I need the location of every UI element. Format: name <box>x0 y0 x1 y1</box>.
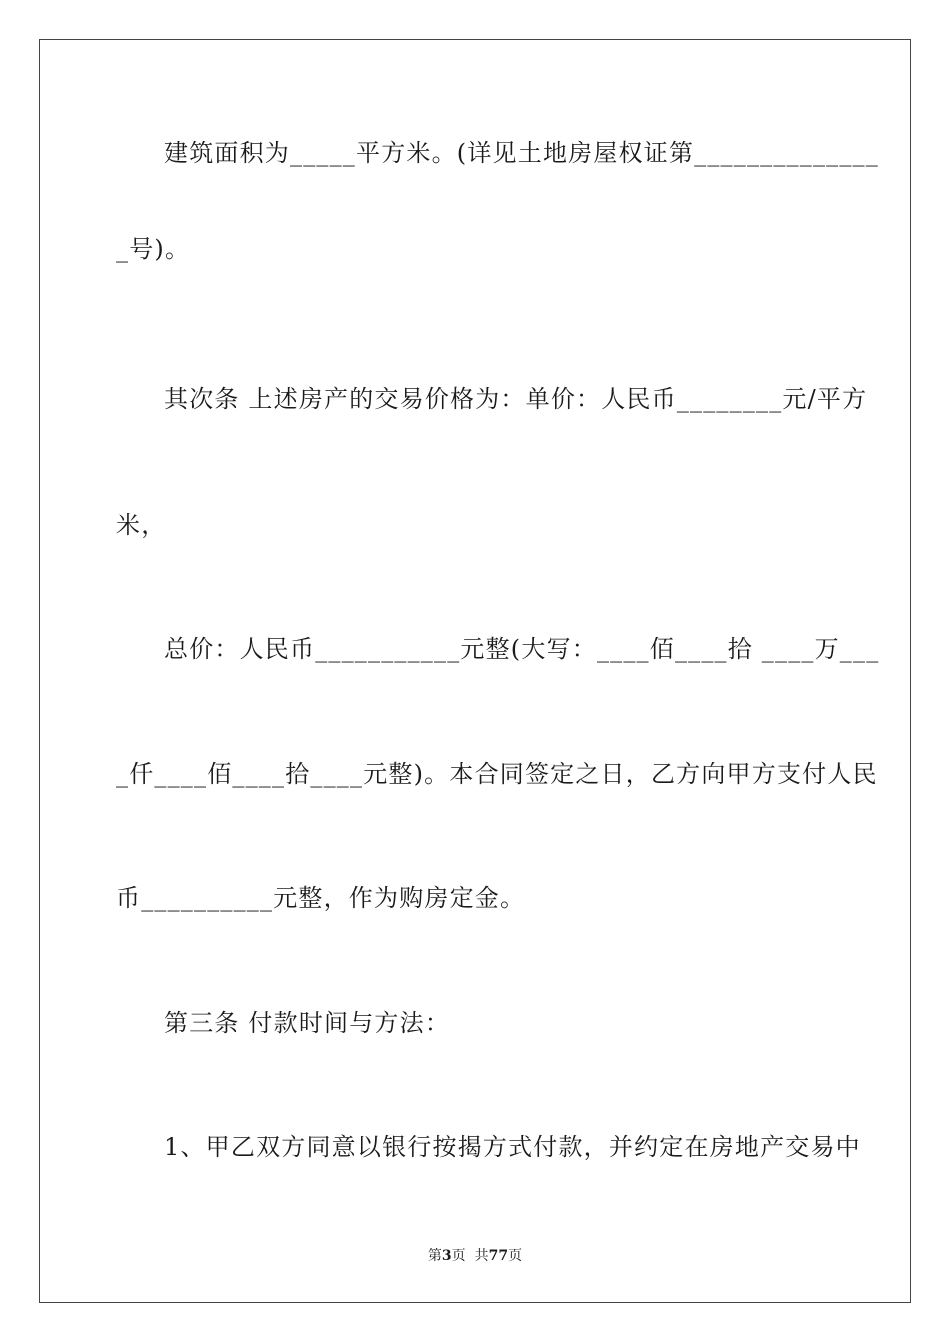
page-footer <box>0 1247 950 1265</box>
footer-prefix: 第 <box>427 1248 442 1264</box>
text-line: 币__________元整，作为购房定金。 <box>116 884 526 912</box>
text-line: 第三条 付款时间与方法： <box>164 1009 451 1037</box>
text-line: 总价：人民币___________元整(大写：____佰____拾 ____万___ <box>164 635 880 663</box>
current-page-number: 3 <box>441 1248 452 1264</box>
page-border <box>39 39 911 1303</box>
footer-mid: 页 共 <box>451 1248 489 1264</box>
text-line: 建筑面积为_____平方米。(详见土地房屋权证第______________ <box>164 139 879 167</box>
text-line: 其次条 上述房产的交易价格为：单价：人民币________元/平方 <box>164 385 868 413</box>
text-line: 米， <box>116 511 167 539</box>
text-line: 1、甲乙双方同意以银行按揭方式付款，并约定在房地产交易中 <box>164 1133 861 1161</box>
footer-suffix: 页 <box>508 1248 523 1264</box>
total-page-number: 77 <box>488 1248 509 1264</box>
text-line: _号)。 <box>116 235 191 263</box>
text-line: _仟____佰____拾____元整)。本合同签定之日，乙方向甲方支付人民 <box>116 760 878 788</box>
